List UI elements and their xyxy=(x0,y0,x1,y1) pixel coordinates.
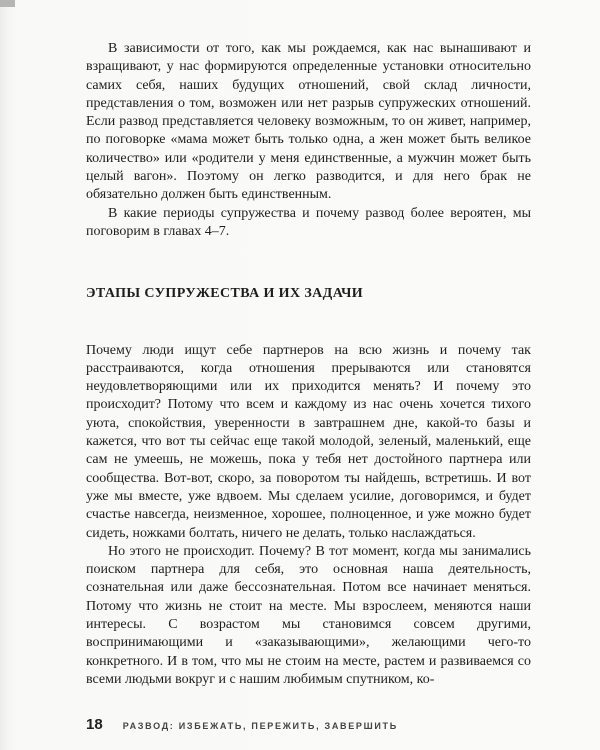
paragraph-why-partners: Почему люди ищут себе партнеров на всю жизнь и почему так расстраиваются, когда отношения прерываются или становятся неудовлетворяющими или их приходится менять? И почему это происходит? Потому что всем и каждому из нас очень хочется тихого уюта, спокойствия, уверенности в завтрашнем дне, какой-то базы и кажется, что вот ты сейчас еще такой молодой, зеленый, маленький, еще сам не умеешь, не можешь, пока у тебя нет достойного партнера или сообщества. Вот-вот, скоро, за поворотом ты найдешь, встретишь. И вот уже мы вместе, уже вдвоем. Мы сделаем усилие, договоримся, и будет счастье навсегда, неизменное, хорошее, полноценное, и уже можно будет сидеть, ножками болтать, ничего не делать, только наслаждаться. xyxy=(86,342,531,541)
page-text-block xyxy=(86,40,531,716)
section-heading: ЭТАПЫ СУПРУЖЕСТВА И ИХ ЗАДАЧИ xyxy=(86,286,364,302)
page-number: 18 xyxy=(86,716,103,733)
paragraph-intro: В зависимости от того, как мы рождаемся, как нас вынашивают и взращивают, у нас формируются определенные установки относительно самих себя, наших будущих отношений, свой склад личности, представления о том, возможен или нет разрыв супружеских отношений. Если развод представляется человеку возможным, то он живет, например, по поговорке «мама может быть только одна, а жен может быть великое количество» или «родители у меня единственные, а мужчин может быть целый вагон». Поэтому он легко разводится, и для него брак не обязательно должен быть единственным. xyxy=(86,41,531,203)
scan-artifact xyxy=(0,0,15,7)
paragraph-but-it-does-not-happen: Но этого не происходит. Почему? В тот момент, когда мы занимались поиском партнера для себя, это основная наша деятельность, сознательная или даже бессознательная. Потом все начинает меняться. Потому что жизнь не стоит на месте. Мы взрослеем, меняются наши интересы. С возрастом мы становимся совсем другими, воспринимающими и «заказывающими», желающими чего-то конкретного. И в том, что мы не стоим на месте, растем и развиваемся со всеми людьми вокруг и с нашим любимым спутником, ко- xyxy=(86,543,531,687)
paragraph-chapters-note: В какие периоды супружества и почему развод более вероятен, мы поговорим в главах 4–7. xyxy=(86,205,531,239)
page-footer xyxy=(86,716,531,733)
running-title: РАЗВОД: ИЗБЕЖАТЬ, ПЕРЕЖИТЬ, ЗАВЕРШИТЬ xyxy=(122,721,398,731)
